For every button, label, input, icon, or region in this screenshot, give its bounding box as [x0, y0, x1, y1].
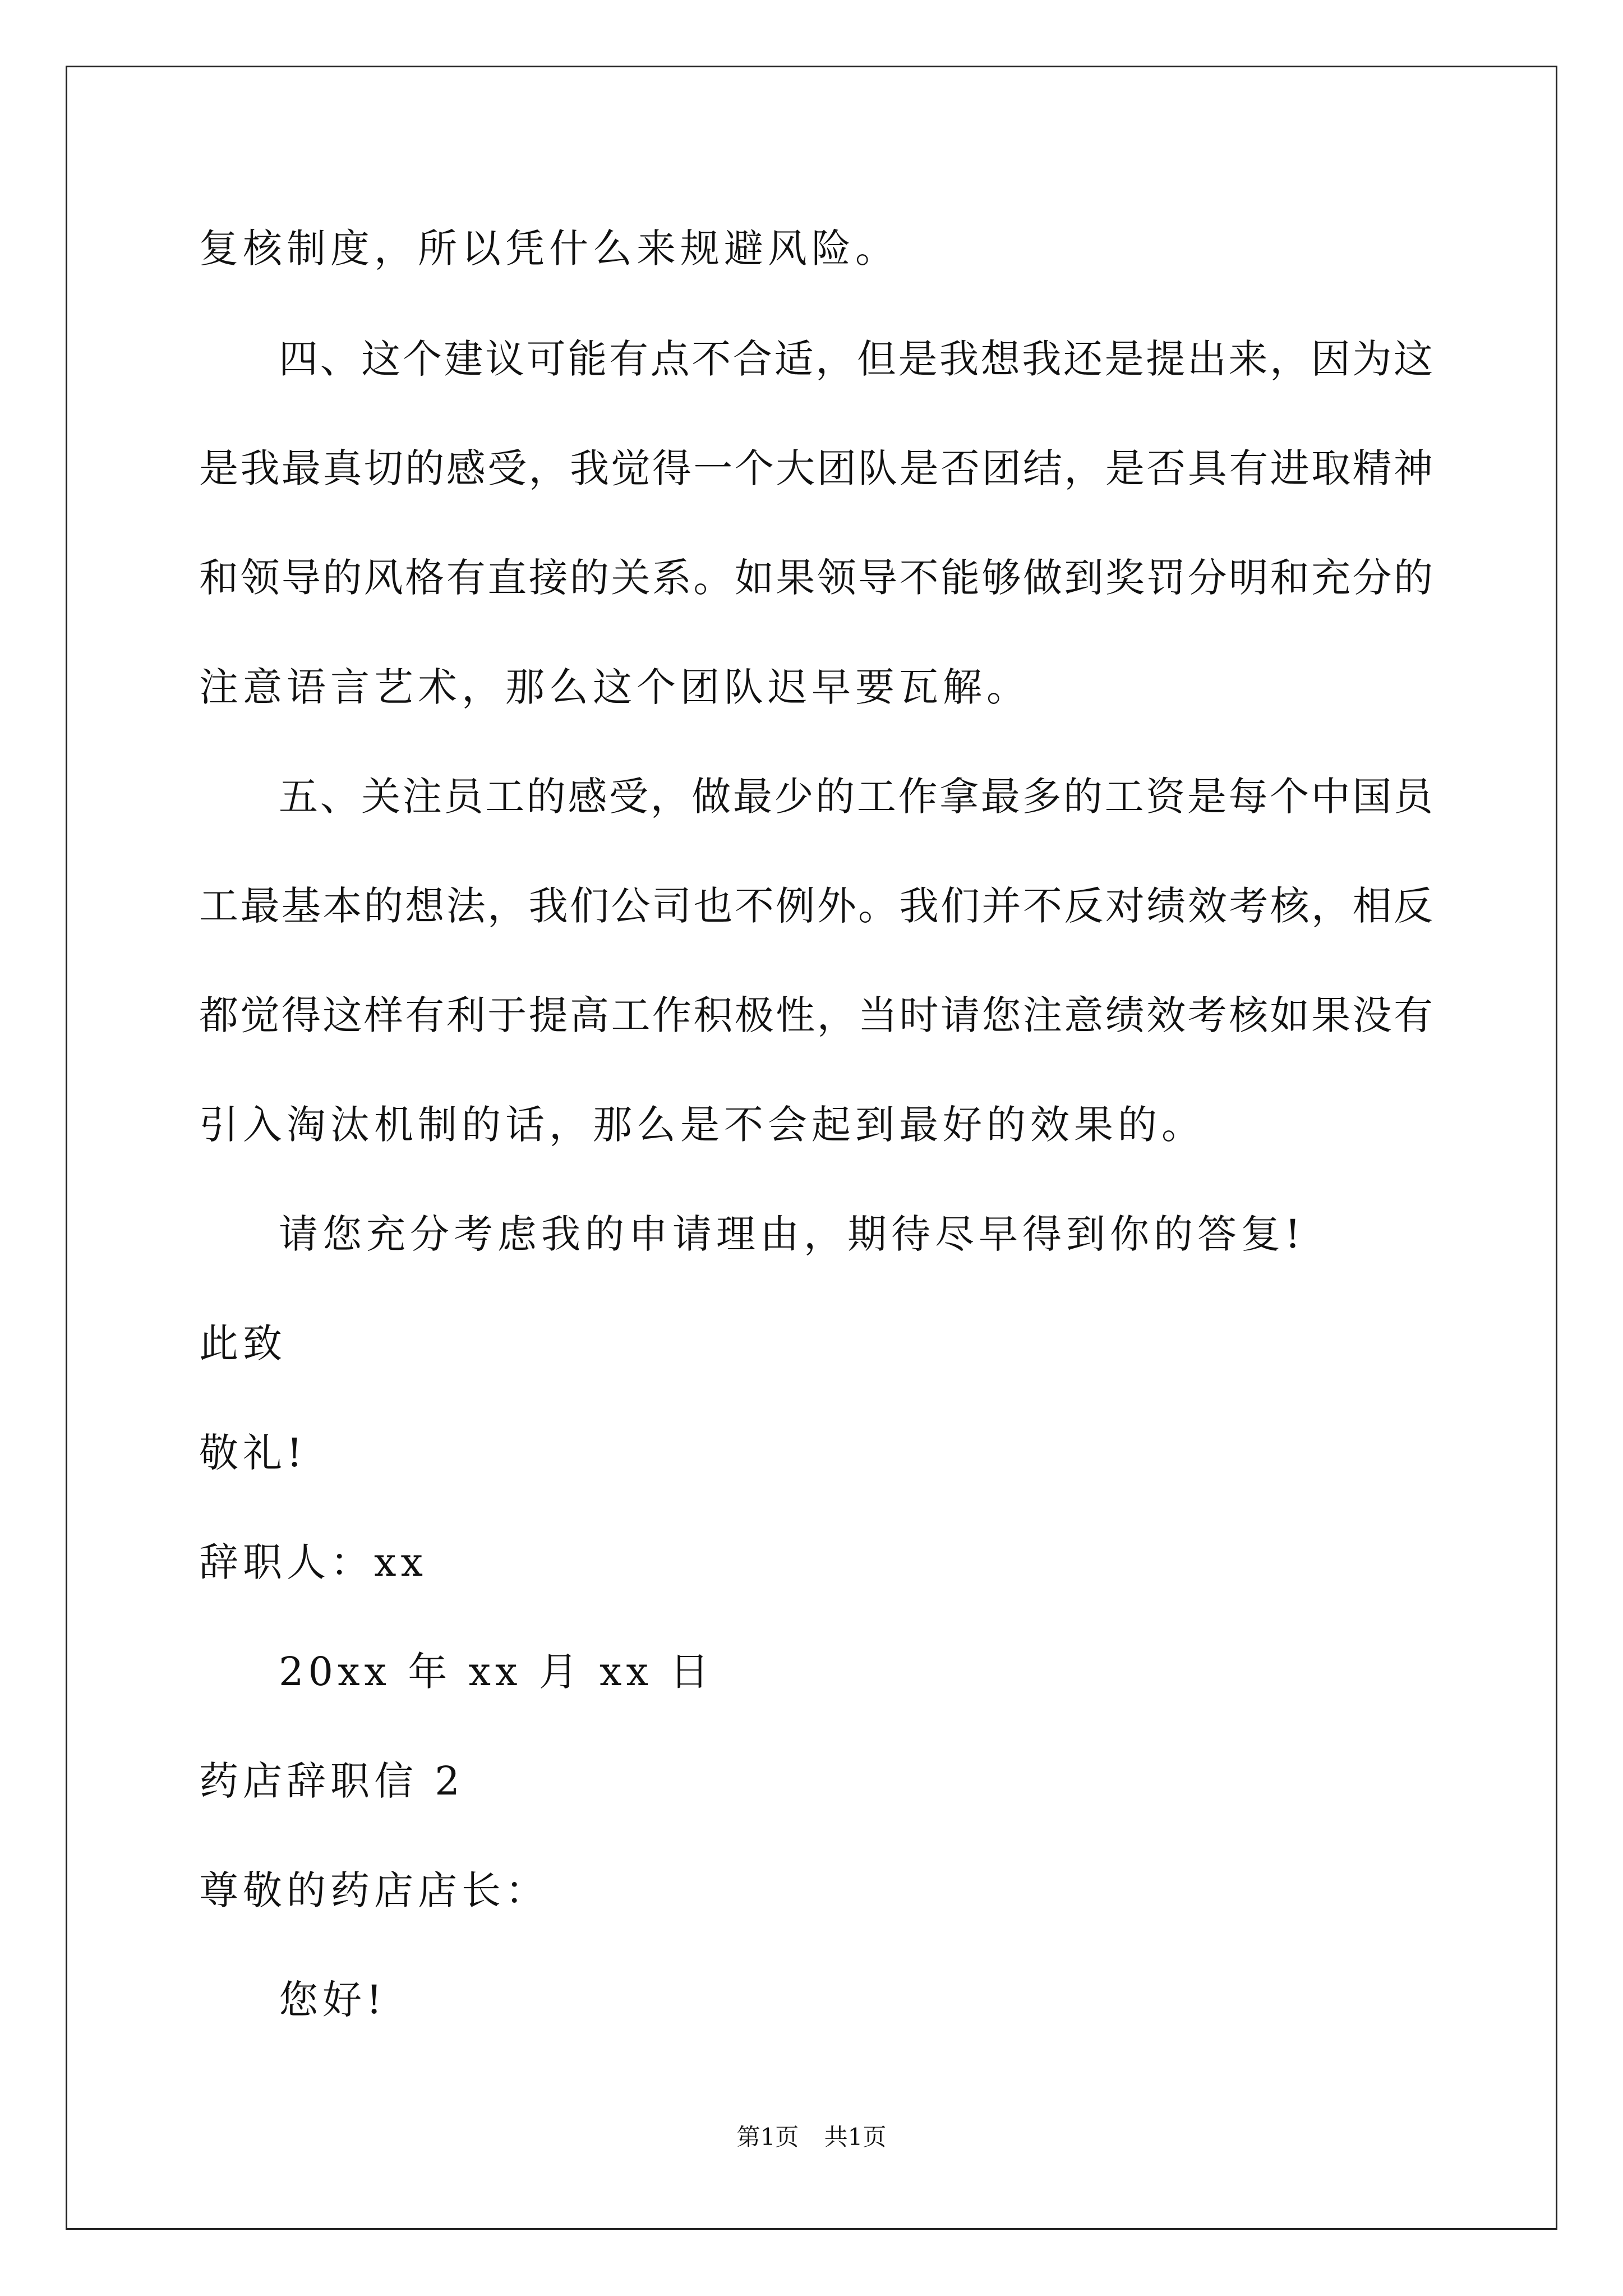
section-title: 药店辞职信 2 [199, 1758, 464, 1804]
paragraph-line: 是我最真切的感受，我觉得一个大团队是否团结，是否具有进取精神 [199, 445, 1433, 491]
greeting-recipient: 尊敬的药店店长： [199, 1867, 549, 1913]
paragraph-line: 请您充分考虑我的申请理由，期待尽早得到你的答复! [279, 1211, 1306, 1257]
paragraph-line: 工最基本的想法，我们公司也不例外。我们并不反对绩效考核，相反 [199, 883, 1433, 929]
paragraph-line: 复核制度，所以凭什么来规避风险。 [199, 226, 899, 272]
page-number: 第1页 [736, 2123, 799, 2151]
closing-salute: 敬礼! [199, 1430, 307, 1476]
paragraph-line: 引入淘汰机制的话，那么是不会起到最好的效果的。 [199, 1102, 1205, 1148]
paragraph-line: 都觉得这样有利于提高工作积极性，当时请您注意绩效考核如果没有 [199, 992, 1433, 1038]
paragraph-line: 四、这个建议可能有点不合适，但是我想我还是提出来，因为这 [279, 336, 1433, 382]
paragraph-line: 和领导的风格有直接的关系。如果领导不能够做到奖罚分明和充分的 [199, 555, 1433, 601]
page-total: 共1页 [824, 2123, 887, 2151]
greeting-line: 您好! [279, 1977, 387, 2023]
paragraph-line: 注意语言艺术，那么这个团队迟早要瓦解。 [199, 664, 1030, 710]
page-footer [0, 2120, 1623, 2154]
paragraph-line: 五、关注员工的感受，做最少的工作拿最多的工资是每个中国员 [279, 774, 1433, 820]
closing-salutation: 此致 [199, 1320, 287, 1366]
signature-line: 辞职人：xx [199, 1539, 427, 1585]
date-line: 20xx 年 xx 月 xx 日 [279, 1649, 714, 1695]
